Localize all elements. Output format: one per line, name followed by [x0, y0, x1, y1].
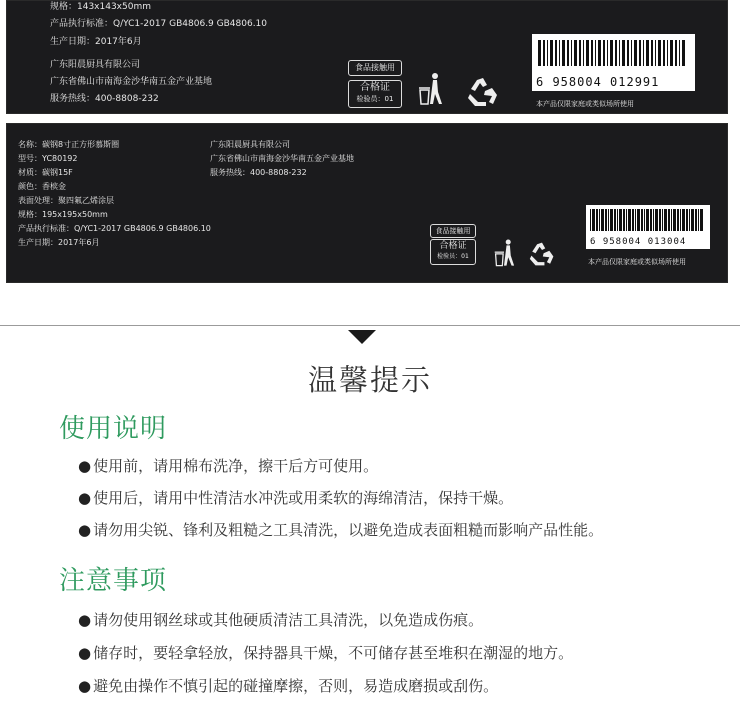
recycle-bin-icon	[416, 70, 444, 108]
usage-item: ● 请勿用尖锐、锋利及粗糙之工具清洗，以避免造成表面粗糙而影响产品性能。	[78, 521, 604, 539]
recycle-icon	[528, 241, 556, 267]
barcode-number: 6 958004 013004	[590, 237, 687, 247]
recycle-bin-icon	[492, 237, 516, 269]
barcode-bars	[590, 209, 706, 231]
bullet-icon: ●	[78, 521, 92, 539]
company-name: 广东阳晨厨具有限公司	[210, 140, 290, 149]
package-label-top	[6, 0, 728, 114]
qc-inspector: 检验员：01	[356, 95, 394, 103]
company-address: 广东省佛山市南海金沙华南五金产业基地	[210, 154, 354, 163]
notes-section-title: 注意事项	[59, 566, 168, 596]
barcode-number: 6 958004 012991	[536, 75, 660, 89]
usage-note: 本产品仅限家庭或类似场所使用	[588, 258, 686, 266]
tips-title: 温馨提示	[307, 363, 432, 397]
barcode-bars	[538, 40, 689, 66]
qc-title: 合格证	[439, 241, 467, 251]
model-number: 型号：YC80192	[18, 154, 78, 163]
food-contact-badge: 食品接触用	[348, 60, 402, 76]
usage-section-title: 使用说明	[59, 414, 168, 444]
notes-item: ● 避免由操作不慎引起的碰撞摩擦，否则，易造成磨损或刮伤。	[78, 677, 499, 695]
spec-line: 生产日期：2017年6月	[50, 37, 142, 47]
usage-item: ● 使用后，请用中性清洁水冲洗或用柔软的海绵清洁，保持干燥。	[78, 489, 514, 507]
execution-standard: 产品执行标准：Q/YC1-2017 GB4806.9 GB4806.10	[18, 224, 211, 233]
color: 颜色：香槟金	[18, 182, 66, 191]
section-divider	[0, 325, 740, 326]
qc-title: 合格证	[360, 82, 390, 93]
bullet-icon: ●	[78, 677, 92, 695]
barcode	[532, 34, 695, 91]
notes-item: ● 储存时，要轻拿轻放，保持器具干燥，不可储存甚至堆积在潮湿的地方。	[78, 644, 574, 662]
surface-treatment: 表面处理：聚四氟乙烯涂层	[18, 196, 114, 205]
recycle-icon	[466, 76, 500, 108]
down-arrow-icon	[348, 330, 376, 344]
bullet-icon: ●	[78, 489, 92, 507]
notes-item: ● 请勿使用钢丝球或其他硬质清洁工具清洗，以免造成伤痕。	[78, 611, 484, 629]
bullet-icon: ●	[78, 644, 92, 662]
spec-line: 规格：143x143x50mm	[50, 2, 151, 12]
qc-certificate-badge	[348, 80, 402, 108]
company-address: 广东省佛山市南海金沙华南五金产业基地	[50, 77, 213, 87]
service-hotline: 服务热线：400-8808-232	[50, 94, 159, 104]
bullet-icon: ●	[78, 457, 92, 475]
product-name: 名称：碳钢8寸正方形慕斯圈	[18, 140, 120, 149]
production-date: 生产日期：2017年6月	[18, 238, 100, 247]
usage-note: 本产品仅限家庭或类似场所使用	[536, 100, 634, 108]
qc-inspector: 检验员：01	[437, 253, 469, 260]
usage-item: ● 使用前，请用棉布洗净，擦干后方可使用。	[78, 457, 379, 475]
company-name: 广东阳晨厨具有限公司	[50, 60, 141, 70]
spec-line: 产品执行标准：Q/YC1-2017 GB4806.9 GB4806.10	[50, 19, 268, 29]
size-spec: 规格：195x195x50mm	[18, 210, 108, 219]
qc-certificate-badge	[430, 239, 476, 265]
material: 材质：碳钢15F	[18, 168, 73, 177]
barcode	[586, 205, 710, 249]
service-hotline: 服务热线：400-8808-232	[210, 168, 307, 177]
package-label-bottom	[6, 123, 728, 283]
bullet-icon: ●	[78, 611, 92, 629]
food-contact-badge: 食品接触用	[430, 224, 476, 238]
